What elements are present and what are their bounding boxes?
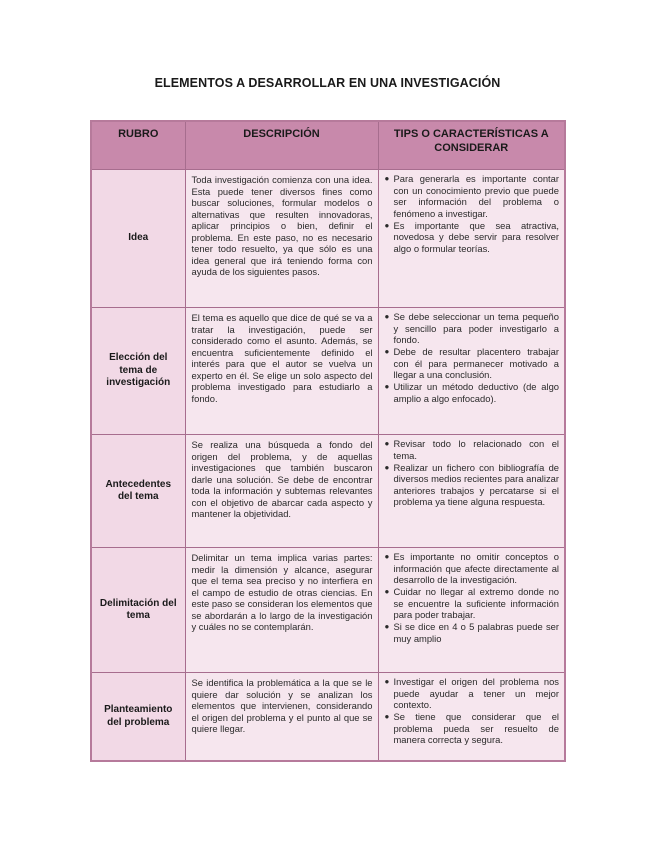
- bullet-icon: ●: [384, 312, 390, 321]
- description-cell: Toda investigación comienza con una idea. Esta puede tener diversos fines como buscar soluciones, formular modelos o alternativas que resulten innovadoras, aplicar principios o bien, definir el problema. En este paso, no es necesario tener todo resuelto, ya que sólo es una idea general que irá teniendo forma con ayuda de los siguientes pasos.: [185, 170, 378, 308]
- rubro-cell: Idea: [91, 170, 185, 308]
- table-row: [91, 170, 565, 308]
- bullet-icon: ●: [384, 439, 390, 448]
- rubro-cell: Antecedentes del tema: [91, 435, 185, 548]
- header-row: [91, 121, 565, 170]
- header-tips: TIPS O CARACTERÍSTICAS A CONSIDERAR: [378, 121, 565, 170]
- bullet-icon: ●: [384, 462, 390, 472]
- bullet-icon: ●: [384, 587, 390, 596]
- tip-item: ● Utilizar un método deductivo (de algo amplio a algo enfocado).: [384, 381, 559, 404]
- tip-item: ● Es importante que sea atractiva, novedosa y debe servir para resolver algo o formular teorías.: [384, 219, 559, 254]
- tips-cell: [378, 308, 565, 435]
- bullet-icon: ●: [384, 382, 390, 391]
- bullet-icon: ●: [384, 712, 390, 721]
- header-rubro: RUBRO: [91, 121, 185, 170]
- tip-item: ● Se debe seleccionar un tema pequeño y sencillo para poder investigarlo a fondo.: [384, 311, 559, 345]
- table-row: [91, 308, 565, 435]
- bullet-icon: ●: [384, 220, 390, 230]
- description-cell: Delimitar un tema implica varias partes: medir la dimensión y alcance, asegurar que el tema sea preciso y no interfiera en el campo de estudio de otras ciencias. En este paso se consideran los elementos que se abordarán a lo largo de la investigación y cuáles no se contemplarán.: [185, 548, 378, 673]
- elements-table: [90, 120, 566, 762]
- tips-cell: [378, 170, 565, 308]
- description-cell: Se identifica la problemática a la que se le quiere dar solución y se analizan los elementos que intervienen, considerando el origen del problema y el punto al que se quiere llegar.: [185, 673, 378, 762]
- rubro-cell: Delimitación del tema: [91, 548, 185, 673]
- description-cell: El tema es aquello que dice de qué se va a tratar la investigación, puede ser considerado como el asunto. Además, se encuentra suficientemente definido el interés para que el autor se vuelva un experto en él. Se elige un solo aspecto del problema investigado para estudiarlo a fondo.: [185, 308, 378, 435]
- bullet-icon: ●: [384, 552, 390, 561]
- tip-item: ● Investigar el origen del problema nos puede ayudar a tener un mejor contexto.: [384, 676, 559, 710]
- header-descripcion: DESCRIPCIÓN: [185, 121, 378, 170]
- rubro-cell: Elección del tema de investigación: [91, 308, 185, 435]
- table-row: [91, 435, 565, 548]
- tips-cell: [378, 673, 565, 762]
- rubro-cell: Planteamiento del problema: [91, 673, 185, 762]
- tip-item: ● Si se dice en 4 o 5 palabras puede ser muy amplio: [384, 621, 559, 644]
- tip-item: ● Es importante no omitir conceptos o información que afecte directamente al desarrollo de la investigación.: [384, 551, 559, 585]
- tips-cell: [378, 435, 565, 548]
- tip-item: ● Cuidar no llegar al extremo donde no se encuentre la suficiente información para poder trabajar.: [384, 586, 559, 620]
- table-row: [91, 673, 565, 762]
- bullet-icon: ●: [384, 622, 390, 631]
- tip-item: ● Revisar todo lo relacionado con el tema.: [384, 438, 559, 461]
- bullet-icon: ●: [384, 174, 390, 183]
- tip-item: ● Se tiene que considerar que el problema pueda ser resuelto de manera correcta y segura.: [384, 711, 559, 745]
- table-row: [91, 548, 565, 673]
- tip-item: ● Debe de resultar placentero trabajar con él para permanecer motivado a llegar a una conclusión.: [384, 346, 559, 380]
- bullet-icon: ●: [384, 347, 390, 356]
- tip-item: ● Realizar un fichero con bibliografía de diversos medios recientes para analizar anteriores trabajos y percatarse si el problema ya tiene alguna respuesta.: [384, 461, 559, 507]
- tips-cell: [378, 548, 565, 673]
- bullet-icon: ●: [384, 677, 390, 686]
- tip-item: ● Para generarla es importante contar con un conocimiento previo que puede ser información del problema o fenómeno a investigar.: [384, 173, 559, 219]
- description-cell: Se realiza una búsqueda a fondo del origen del problema, y de aquellas investigaciones que también buscaron darle una solución. Se debe de encontrar toda la información y subtemas relevantes con el objetivo de abarcar cada aspecto y mantener la objetividad.: [185, 435, 378, 548]
- document-title: ELEMENTOS A DESARROLLAR EN UNA INVESTIGACIÓN: [154, 76, 501, 90]
